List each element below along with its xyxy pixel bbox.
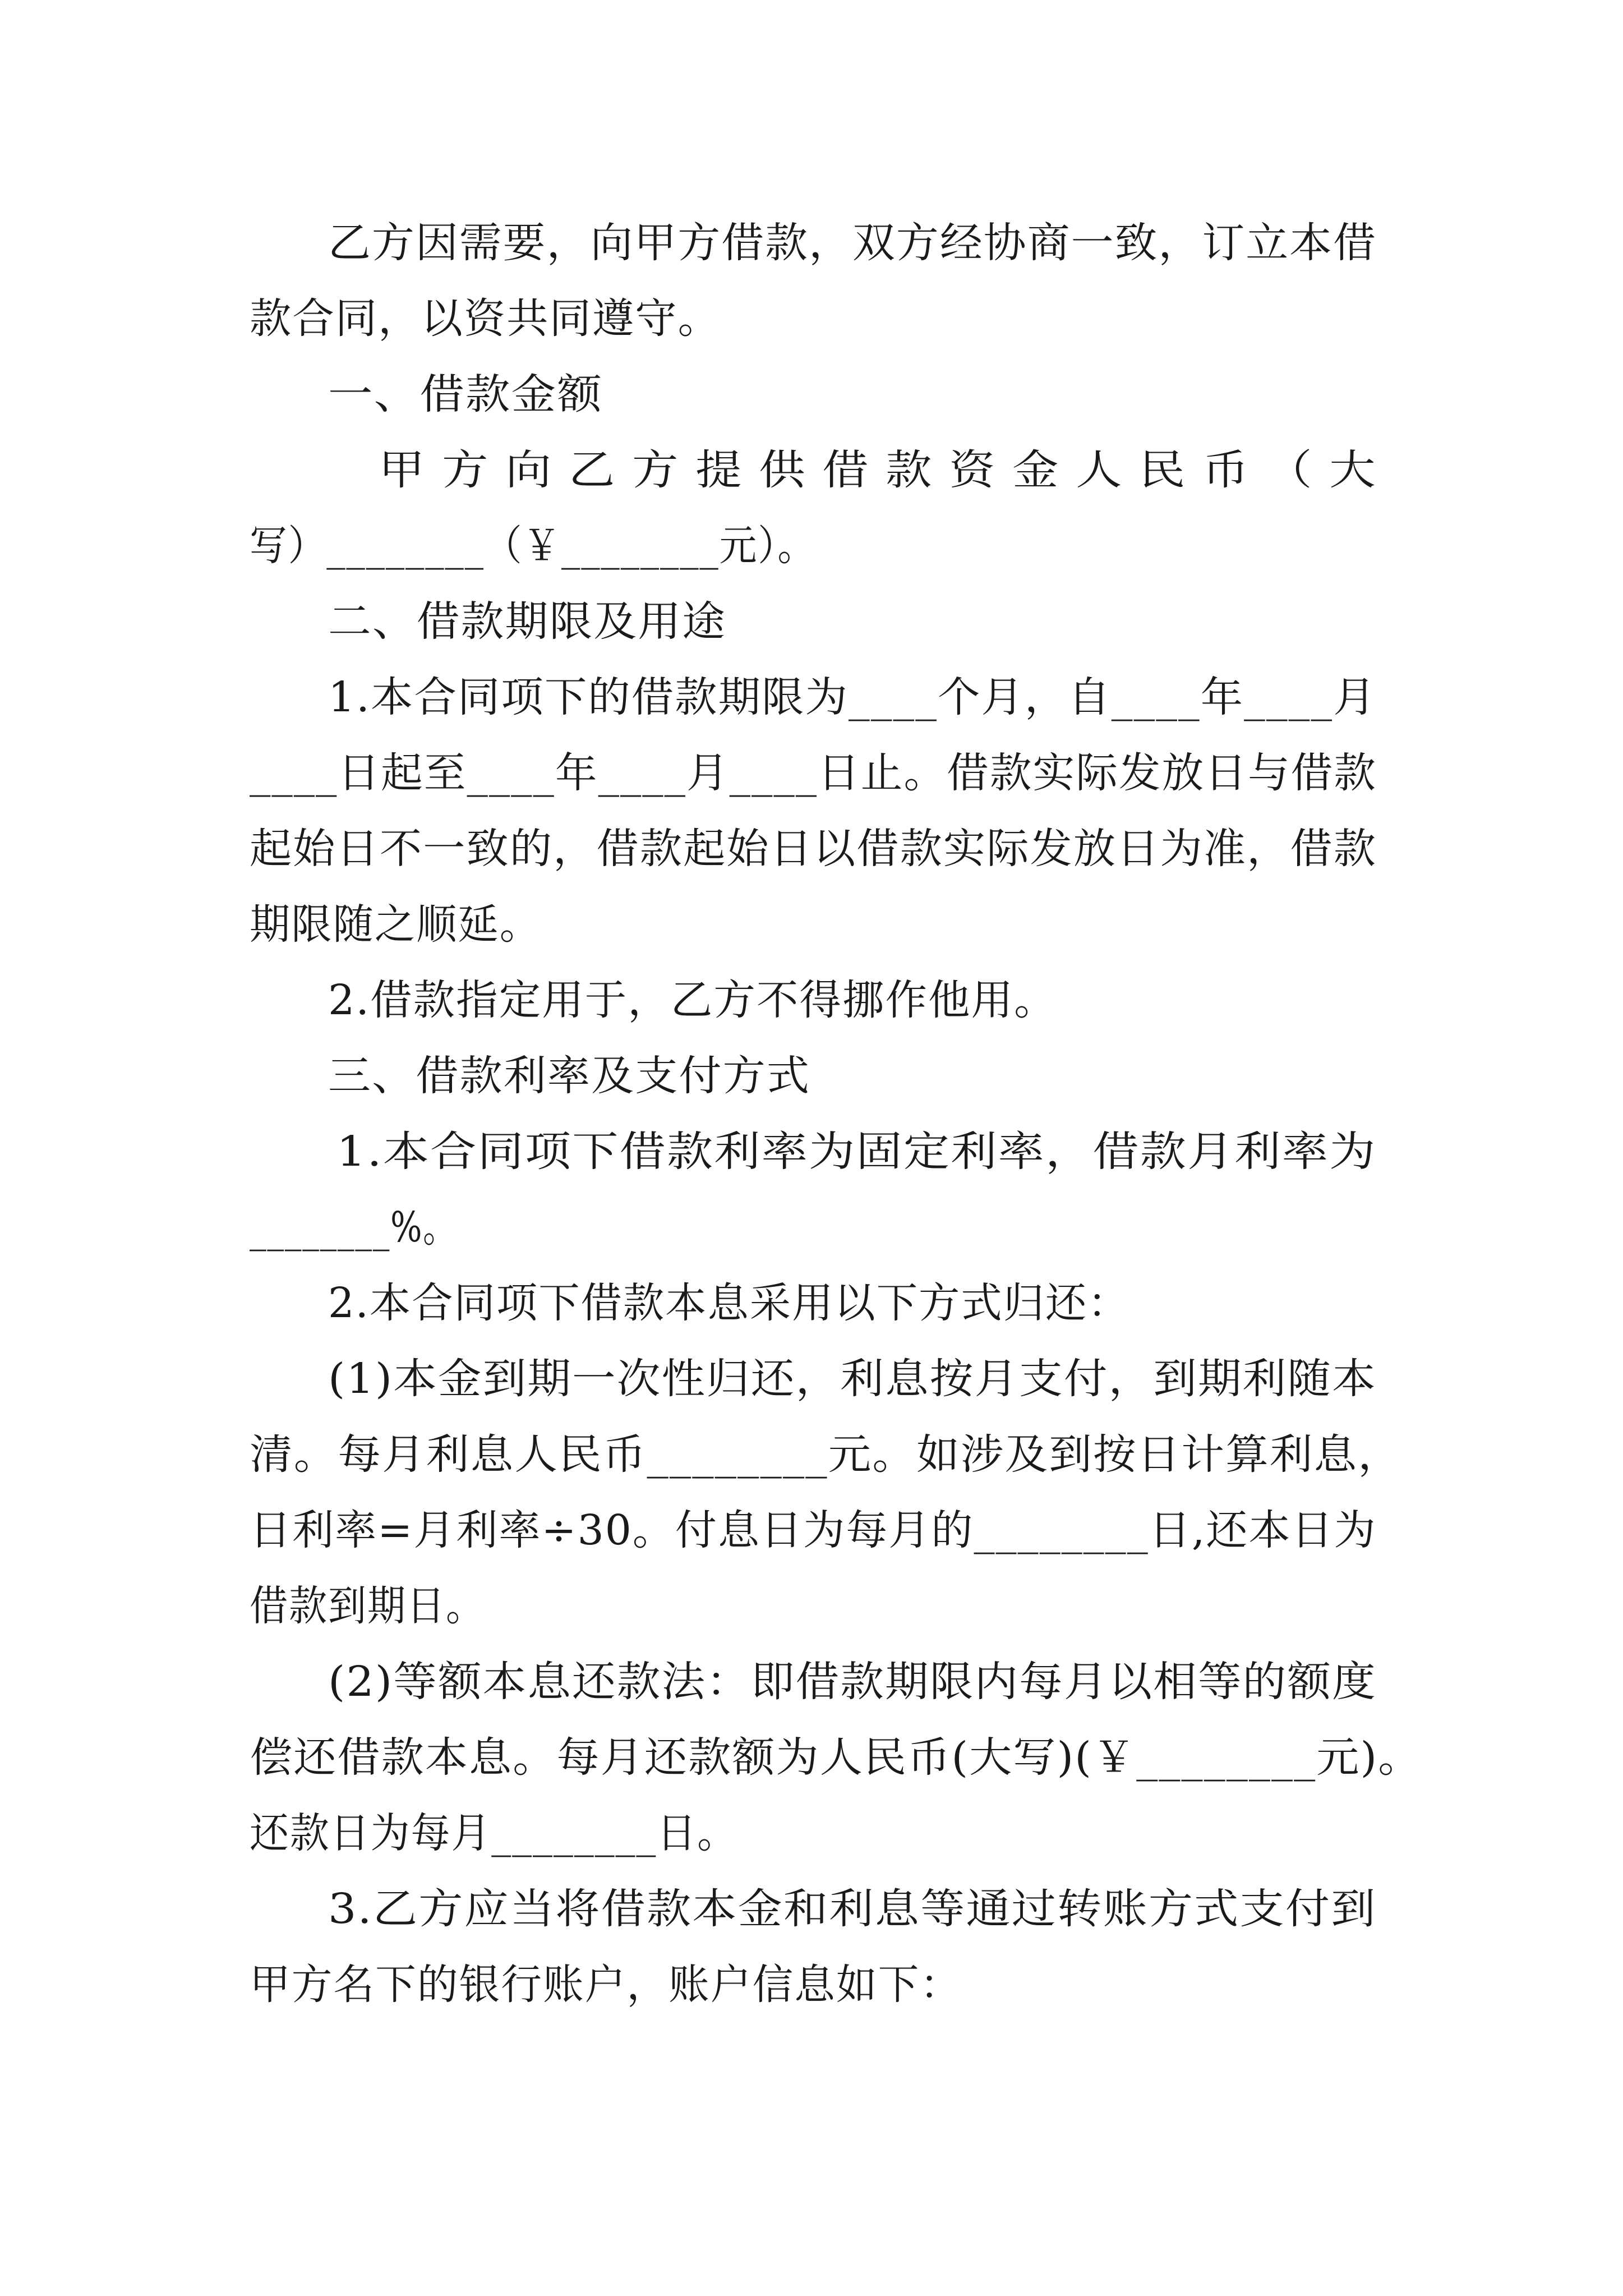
p1-line1: 乙方因需要，向甲方借款，双方经协商一致，订立本借 <box>328 219 1377 267</box>
p6-line1: 2.本合同项下借款本息采用以下方式归还： <box>328 1279 1130 1327</box>
p7-line1: (1)本金到期一次性归还，利息按月支付，到期利随本 <box>328 1355 1377 1403</box>
p8-line1: (2)等额本息还款法：即借款期限内每月以相等的额度 <box>328 1658 1377 1706</box>
p4-line1: 2.借款指定用于，乙方不得挪作他用。 <box>328 976 1057 1024</box>
p5-line2: ________%。 <box>250 1203 458 1251</box>
p7-line4: 借款到期日。 <box>250 1582 485 1630</box>
section1-heading: 一、借款金额 <box>328 370 603 418</box>
section2-heading: 二、借款期限及用途 <box>328 597 726 646</box>
p3-line4: 期限随之顺延。 <box>250 900 541 949</box>
p3-line3: 起始日不一致的，借款起始日以借款实际发放日为准，借款 <box>250 825 1377 873</box>
p9-line1: 3.乙方应当将借款本金和利息等通过转账方式支付到 <box>328 1885 1377 1933</box>
p1-line2: 款合同，以资共同遵守。 <box>250 295 721 343</box>
p3-line2: ____日起至____年____月____日止。借款实际发放日与借款 <box>250 749 1377 797</box>
p2-line1: 甲 方 向 乙 方 提 供 借 款 资 金 人 民 币 （ 大 <box>379 446 1377 494</box>
p7-line3: 日利率=月利率÷30。付息日为每月的________日,还本日为 <box>250 1506 1377 1554</box>
p8-line2: 偿还借款本息。每月还款额为人民币(大写)(￥________元)。 <box>250 1733 1422 1782</box>
p5-line1: 1.本合同项下借款利率为固定利率，借款月利率为 <box>336 1128 1377 1176</box>
p9-line2: 甲方名下的银行账户，账户信息如下： <box>250 1961 962 2009</box>
p7-line2: 清。每月利息人民币________元。如涉及到按日计算利息， <box>250 1430 1402 1479</box>
p8-line3: 还款日为每月________日。 <box>250 1809 737 1857</box>
p2-line2: 写）________（￥________元）。 <box>250 522 816 570</box>
p3-line1: 1.本合同项下的借款期限为____个月，自____年____月 <box>328 673 1377 721</box>
section3-heading: 三、借款利率及支付方式 <box>328 1052 810 1100</box>
